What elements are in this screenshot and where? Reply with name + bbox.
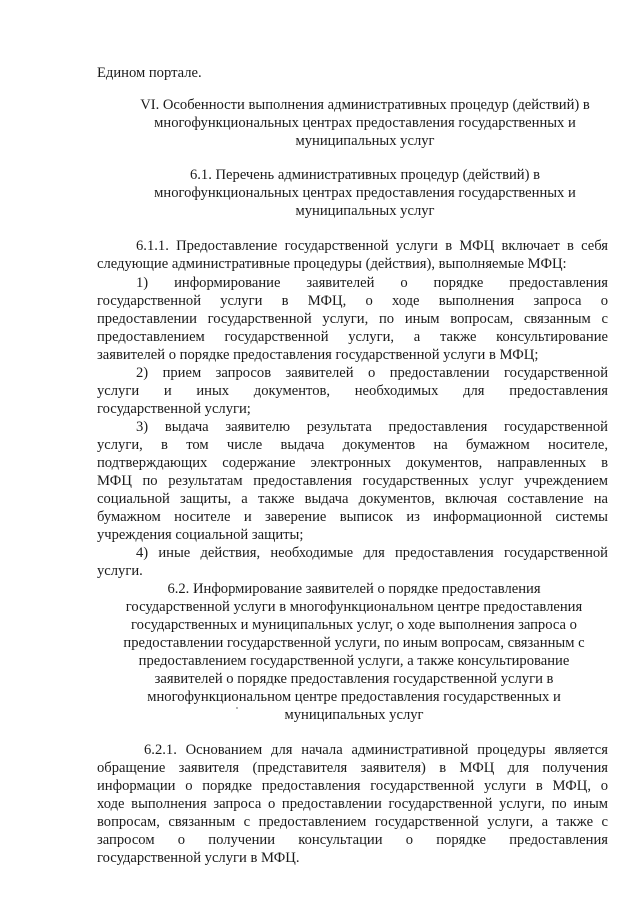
list-item-line: подтверждающих содержание электронных документов, направленных в: [97, 455, 608, 471]
list-item-line: МФЦ по результатам предоставления государственных услуг учреждением: [97, 473, 608, 489]
paragraph-line: 6.1.1. Предоставление государственной услуги в МФЦ включает в себя: [136, 238, 608, 254]
section-heading-line: VI. Особенности выполнения административных процедур (действий) в: [140, 97, 590, 113]
list-item-line: государственной услуги;: [97, 401, 251, 417]
list-item-line: предоставлении государственной услуги, по иным вопросам, связанным с: [97, 311, 608, 327]
text-line: Едином портале.: [97, 65, 202, 81]
list-item-line: услуги, в том числе выдача документов на бумажном носителе,: [97, 437, 608, 453]
paragraph-line: вопросам, связанным с предоставлением государственной услуги, а также с: [97, 814, 608, 830]
list-item-line: услуги и иных документов, необходимых для предоставления: [97, 383, 608, 399]
paragraph-line: обращение заявителя (представителя заявителя) в МФЦ для получения: [97, 760, 608, 776]
list-item-line: услуги.: [97, 563, 143, 579]
list-item-line: учреждения социальной защиты;: [97, 527, 304, 543]
list-item-line: 1) информирование заявителей о порядке предоставления: [136, 275, 608, 291]
paragraph-line: следующие административные процедуры (действия), выполняемые МФЦ:: [97, 256, 567, 272]
list-item-line: государственной услуги в МФЦ, о ходе выполнения запроса о: [97, 293, 608, 309]
subsection-heading-line: государственных и муниципальных услуг, о ходе выполнения запроса о: [131, 617, 577, 633]
subsection-heading-line: многофункциональном центре предоставления государственных и: [147, 689, 561, 705]
paragraph-line: 6.2.1. Основанием для начала административной процедуры является: [144, 742, 608, 758]
paragraph-line: информации о порядке предоставления государственной услуги в МФЦ, о: [97, 778, 608, 794]
subsection-heading-line: государственной услуги в многофункциональном центре предоставления: [125, 599, 583, 615]
list-item-line: заявителей о порядке предоставления государственной услуги в МФЦ;: [97, 347, 539, 363]
paragraph-line: запросом о получении консультации о порядке предоставления: [97, 832, 608, 848]
section-heading-line: многофункциональных центрах предоставления государственных и: [154, 115, 576, 131]
list-item-line: бумажном носителе и заверение выписок из информационной системы: [97, 509, 608, 525]
list-item-line: 2) прием запросов заявителей о предоставлении государственной: [136, 365, 608, 381]
subsection-heading-line: муниципальных услуг: [284, 707, 424, 723]
scan-speck: [236, 707, 238, 709]
subsection-heading-line: заявителей о порядке предоставления государственной услуги в: [154, 671, 554, 687]
list-item-line: предоставлением государственной услуги, а также консультирование: [97, 329, 608, 345]
paragraph-line: государственной услуги в МФЦ.: [97, 850, 300, 866]
list-item-line: 3) выдача заявителю результата предоставления государственной: [136, 419, 608, 435]
list-item-line: 4) иные действия, необходимые для предоставления государственной: [136, 545, 608, 561]
section-heading-line: муниципальных услуг: [295, 133, 435, 149]
subsection-heading-line: муниципальных услуг: [295, 203, 435, 219]
subsection-heading-line: 6.2. Информирование заявителей о порядке предоставления: [167, 581, 541, 597]
subsection-heading-line: 6.1. Перечень административных процедур (действий) в: [189, 167, 541, 183]
subsection-heading-line: предоставлении государственной услуги, по иным вопросам, связанным с: [123, 635, 585, 651]
list-item-line: социальной защиты, а также выдача документов, включая составление на: [97, 491, 608, 507]
subsection-heading-line: многофункциональных центрах предоставления государственных и: [154, 185, 576, 201]
paragraph-line: ходе выполнения запроса о предоставлении государственной услуги, по иным: [97, 796, 608, 812]
subsection-heading-line: предоставлением государственной услуги, а также консультирование: [138, 653, 570, 669]
